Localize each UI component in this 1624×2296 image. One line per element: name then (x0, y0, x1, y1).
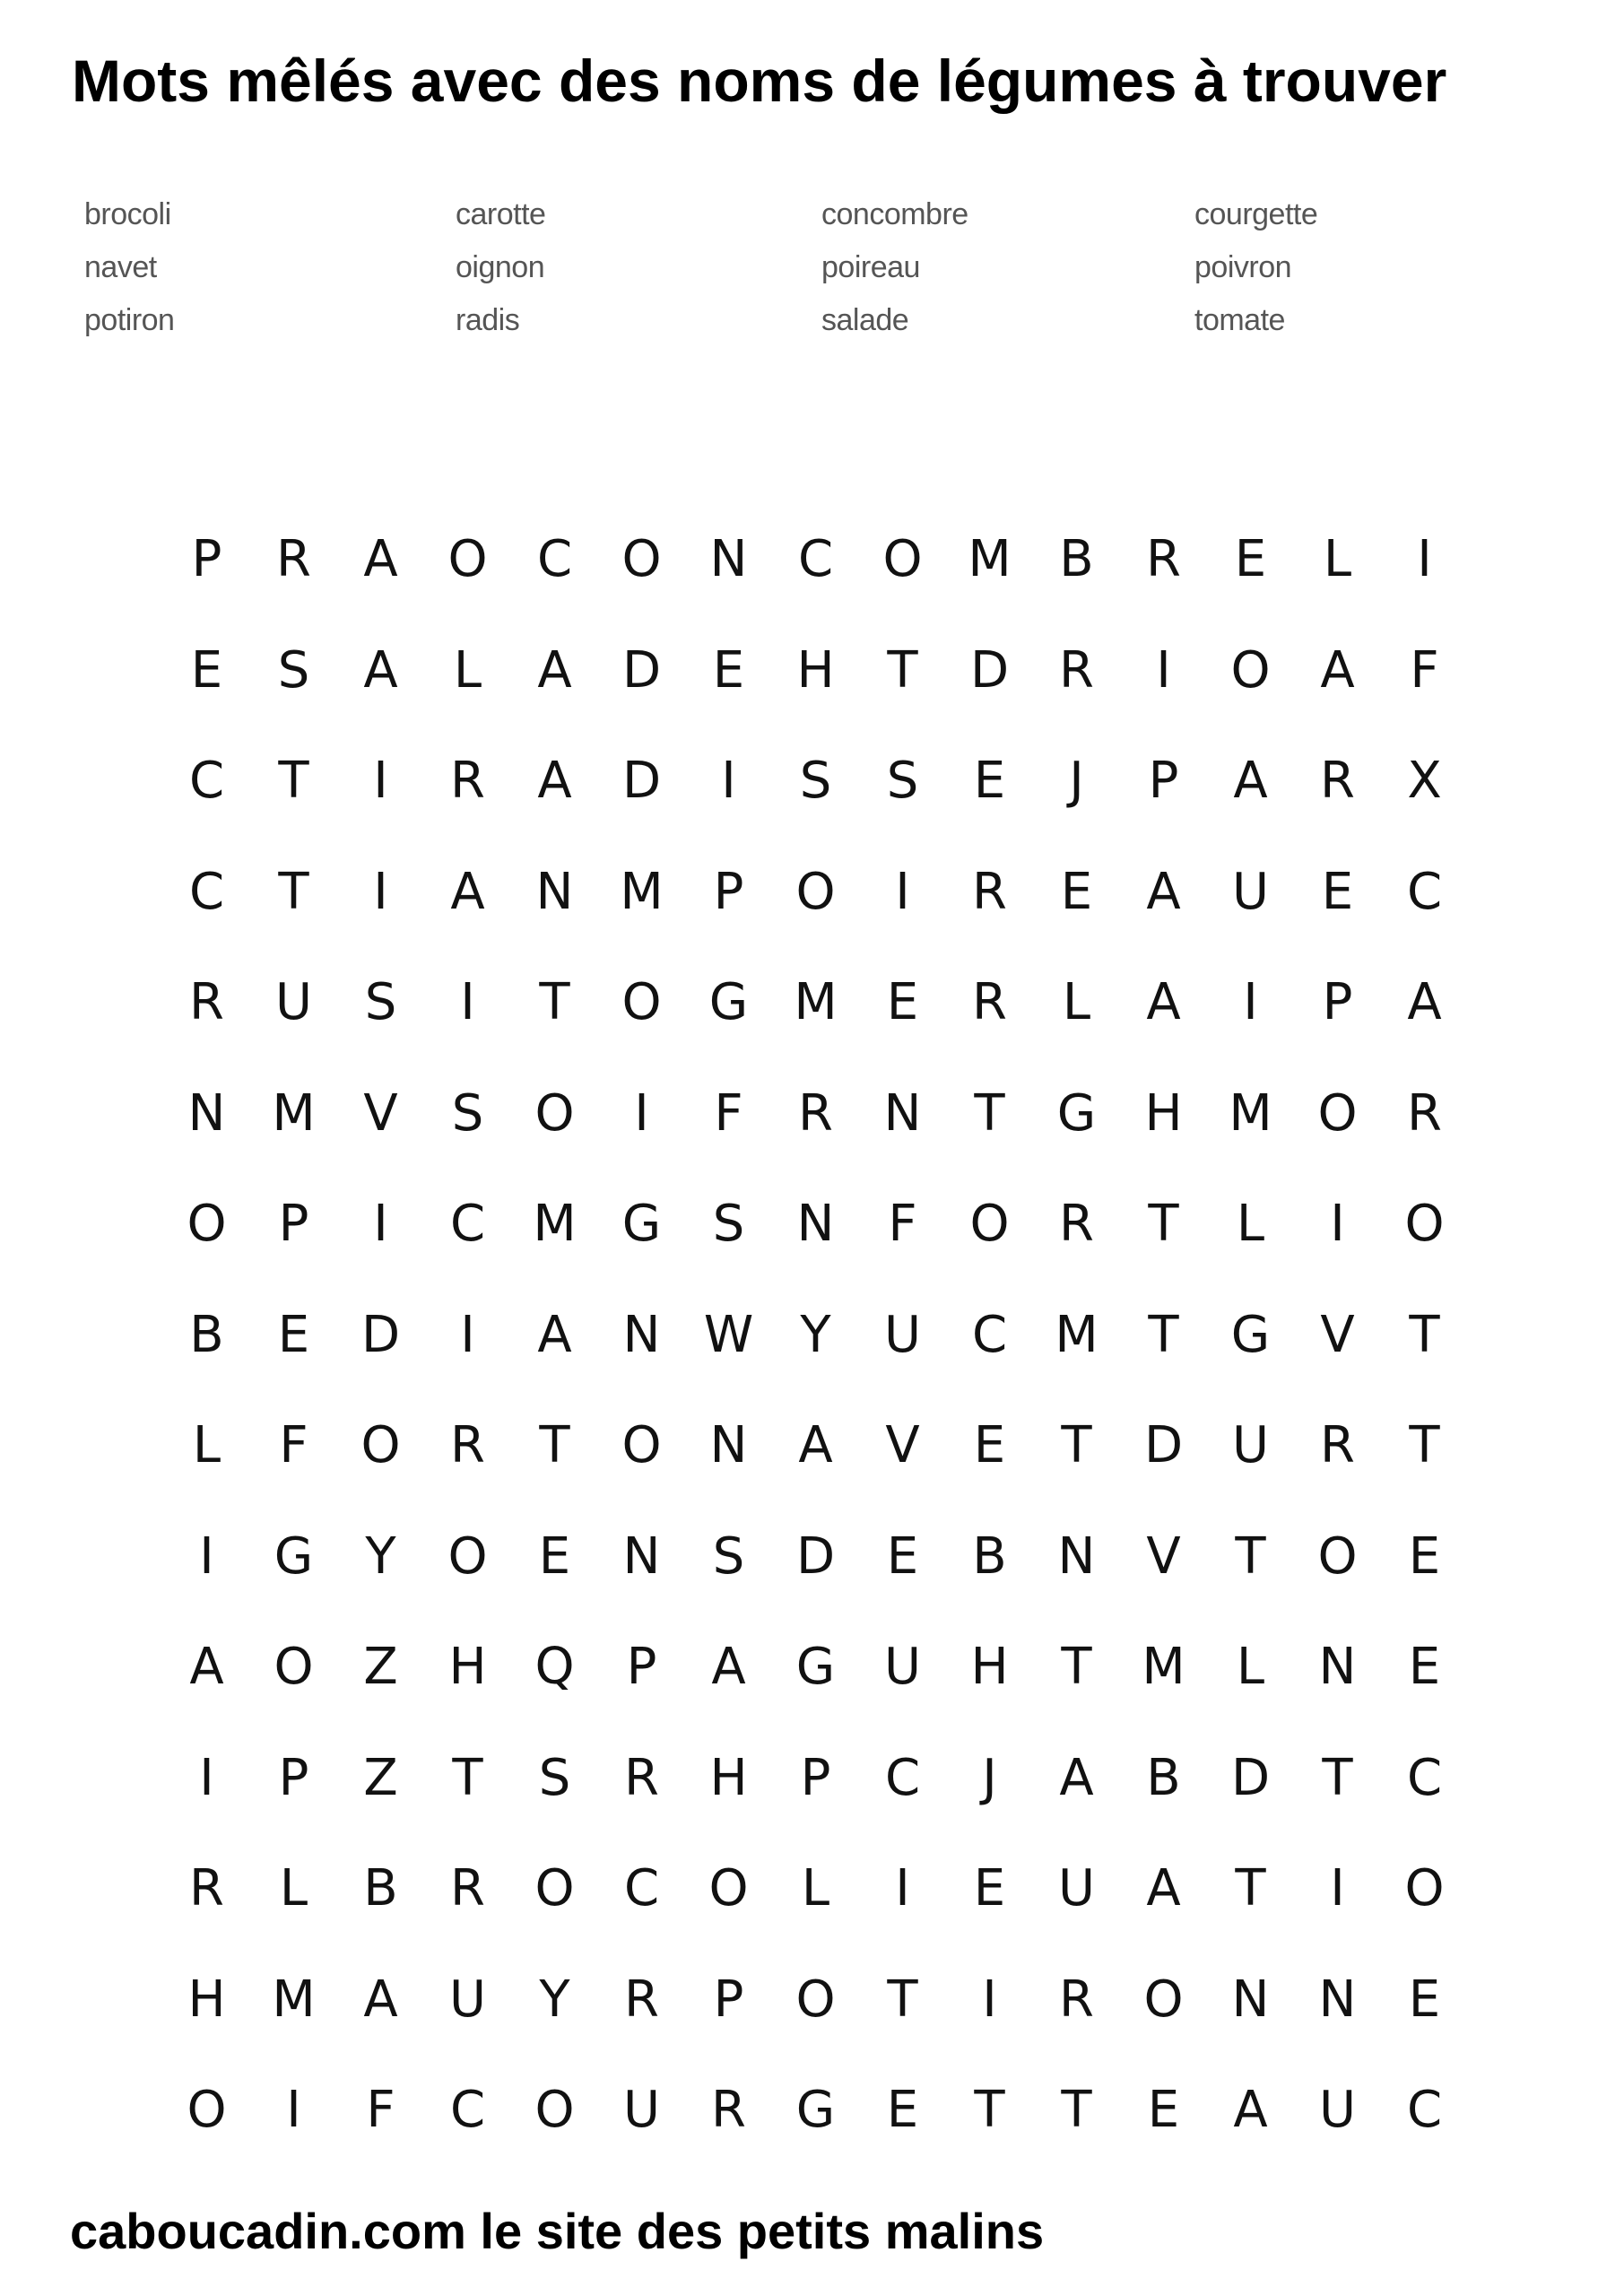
grid-letter: U (884, 1638, 921, 1696)
grid-letter: V (1320, 1305, 1355, 1364)
grid-letter: Z (363, 1638, 398, 1696)
word-list-item: carotte (456, 197, 546, 231)
grid-letter: A (1146, 973, 1181, 1031)
grid-letter: U (623, 2081, 660, 2139)
grid-letter: O (1404, 1859, 1445, 1918)
grid-letter: L (1323, 530, 1352, 588)
grid-letter: E (277, 1305, 310, 1364)
grid-letter: O (969, 1195, 1010, 1253)
word-list-item: poivron (1194, 250, 1292, 284)
grid-letter: N (883, 1083, 922, 1143)
grid-letter: T (1148, 1305, 1179, 1364)
word-list-item: courgette (1194, 197, 1318, 231)
grid-letter: C (449, 1195, 486, 1253)
grid-letter: E (538, 1526, 571, 1586)
footer-credit: caboucadin.com le site des petits malins (70, 2203, 1045, 2259)
grid-letter: D (1230, 1748, 1271, 1807)
grid-letter: S (799, 752, 832, 810)
grid-letter: A (1146, 1859, 1181, 1918)
word-list-item: radis (456, 303, 520, 337)
grid-letter: G (708, 973, 749, 1031)
grid-letter: E (1408, 1638, 1441, 1696)
grid-letter: U (1232, 1416, 1269, 1474)
grid-letter: V (885, 1416, 920, 1474)
grid-letter: O (274, 1638, 314, 1696)
grid-letter: E (886, 973, 919, 1031)
grid-letter: T (1235, 1859, 1266, 1918)
grid-letter: A (189, 1638, 224, 1696)
grid-letter: O (795, 862, 836, 921)
grid-letter: A (363, 640, 398, 700)
grid-letter: A (363, 1970, 398, 2029)
word-list-item: poireau (821, 250, 920, 284)
grid-letter: R (450, 1416, 485, 1474)
grid-letter: Z (363, 1748, 398, 1807)
grid-letter: G (795, 1638, 836, 1696)
grid-letter: A (1407, 973, 1442, 1031)
grid-letter: P (800, 1748, 831, 1807)
grid-letter: R (972, 973, 1007, 1031)
grid-letter: H (796, 640, 835, 700)
grid-letter: N (1231, 1970, 1270, 2029)
grid-letter: O (1143, 1970, 1184, 2029)
grid-letter: Q (534, 1638, 575, 1696)
grid-letter: N (622, 1305, 661, 1364)
grid-letter: P (626, 1638, 657, 1696)
grid-letter: J (982, 1748, 997, 1807)
grid-letter: M (620, 862, 664, 921)
grid-letter: R (624, 1748, 659, 1807)
grid-letter: M (968, 530, 1012, 588)
grid-letter: B (1059, 530, 1094, 588)
grid-letter: M (533, 1195, 577, 1253)
grid-letter: E (886, 2081, 919, 2139)
grid-letter: F (279, 1416, 308, 1474)
grid-letter: S (712, 1195, 745, 1253)
word-list-item: brocoli (84, 197, 171, 231)
word-list-item: concombre (821, 197, 968, 231)
grid-letter: N (1318, 1970, 1357, 2029)
grid-letter: H (709, 1748, 748, 1807)
grid-letter: N (1057, 1526, 1096, 1586)
grid-letter: T (1409, 1305, 1440, 1364)
grid-letter: C (188, 752, 225, 810)
grid-letter: R (972, 862, 1007, 921)
grid-letter: R (276, 530, 311, 588)
grid-letter: A (1233, 752, 1268, 810)
page-title: Mots mêlés avec des noms de légumes à trouver (72, 48, 1447, 114)
grid-letter: S (277, 640, 310, 700)
grid-letter: I (1417, 530, 1432, 588)
grid-letter: L (1236, 1195, 1265, 1253)
grid-letter: I (895, 1859, 910, 1918)
grid-letter: T (1235, 1526, 1266, 1586)
grid-letter: M (1055, 1305, 1099, 1364)
grid-letter: O (1404, 1195, 1445, 1253)
grid-letter: A (798, 1416, 833, 1474)
grid-letter: E (886, 1526, 919, 1586)
grid-letter: O (621, 530, 662, 588)
grid-letter: L (279, 1859, 308, 1918)
grid-letter: O (1230, 640, 1271, 700)
grid-letter: G (795, 2081, 836, 2139)
grid-letter: V (1146, 1526, 1181, 1586)
grid-letter: A (1059, 1748, 1094, 1807)
grid-letter: S (712, 1526, 745, 1586)
grid-letter: G (1230, 1305, 1271, 1364)
grid-letter: D (1143, 1416, 1184, 1474)
grid-letter: O (534, 2081, 575, 2139)
grid-letter: I (634, 1083, 649, 1143)
grid-letter: A (537, 1305, 572, 1364)
grid-letter: O (882, 530, 923, 588)
grid-letter: P (278, 1195, 309, 1253)
grid-letter: N (709, 530, 748, 588)
grid-letter: H (970, 1638, 1009, 1696)
grid-letter: I (982, 1970, 997, 2029)
grid-letter: C (449, 2081, 486, 2139)
grid-letter: H (1144, 1083, 1183, 1143)
grid-letter: N (1318, 1638, 1357, 1696)
grid-letter: C (623, 1859, 660, 1918)
grid-letter: T (974, 1083, 1005, 1143)
grid-letter: L (1236, 1638, 1265, 1696)
grid-letter: C (884, 1748, 921, 1807)
grid-letter: Y (365, 1526, 396, 1586)
grid-letter: R (1059, 1970, 1094, 2029)
word-list (84, 188, 1483, 347)
grid-letter: A (363, 530, 398, 588)
grid-letter: P (278, 1748, 309, 1807)
grid-letter: T (1061, 1638, 1092, 1696)
grid-letter: U (449, 1970, 486, 2029)
grid-letter: R (1407, 1083, 1442, 1143)
grid-letter: G (621, 1195, 662, 1253)
grid-letter: G (274, 1526, 314, 1586)
grid-letter: O (187, 2081, 227, 2139)
grid-letter: E (190, 640, 223, 700)
grid-letter: I (1243, 973, 1258, 1031)
grid-letter: M (272, 1083, 316, 1143)
word-list-item: navet (84, 250, 157, 284)
grid-letter: C (188, 862, 225, 921)
grid-letter: I (1330, 1859, 1345, 1918)
grid-letter: O (795, 1970, 836, 2029)
grid-letter: Y (539, 1970, 570, 2029)
grid-letter: I (1330, 1195, 1345, 1253)
grid-letter: T (1148, 1195, 1179, 1253)
grid-letter: B (972, 1526, 1007, 1586)
grid-letter: S (538, 1748, 571, 1807)
grid-letter: T (887, 640, 918, 700)
grid-letter: A (1233, 2081, 1268, 2139)
grid-letter: C (536, 530, 573, 588)
grid-letter: M (1142, 1638, 1185, 1696)
grid-letter: E (973, 752, 1006, 810)
grid-letter: O (534, 1083, 575, 1143)
grid-letter: O (447, 530, 488, 588)
grid-letter: C (971, 1305, 1008, 1364)
grid-letter: J (1069, 752, 1084, 810)
grid-letter: O (708, 1859, 749, 1918)
grid-letter: T (278, 752, 309, 810)
grid-letter: I (286, 2081, 301, 2139)
grid-letter: G (1056, 1083, 1097, 1143)
grid-letter: I (199, 1748, 214, 1807)
grid-letter: T (1061, 1416, 1092, 1474)
grid-letter: R (189, 1859, 224, 1918)
grid-letter: I (895, 862, 910, 921)
grid-letter: T (539, 1416, 570, 1474)
grid-letter: I (373, 1195, 388, 1253)
grid-letter: O (360, 1416, 401, 1474)
grid-letter: E (973, 1416, 1006, 1474)
grid-letter: O (1317, 1083, 1358, 1143)
grid-letter: F (714, 1083, 743, 1143)
grid-letter: I (199, 1526, 214, 1586)
grid-letter: V (363, 1083, 398, 1143)
grid-letter: R (798, 1083, 833, 1143)
word-list-item: potiron (84, 303, 175, 337)
grid-letter: P (713, 862, 744, 921)
grid-letter: U (275, 973, 312, 1031)
grid-letter: N (187, 1083, 226, 1143)
grid-letter: P (191, 530, 222, 588)
grid-letter: H (187, 1970, 226, 2029)
grid-letter: N (622, 1526, 661, 1586)
grid-letter: S (364, 973, 397, 1031)
grid-letter: R (189, 973, 224, 1031)
grid-letter: L (453, 640, 482, 700)
grid-letter: A (537, 752, 572, 810)
grid-letter: S (886, 752, 919, 810)
grid-letter: U (1058, 1859, 1095, 1918)
grid-letter: C (1406, 1748, 1443, 1807)
word-list-item: tomate (1194, 303, 1285, 337)
grid-letter: E (1408, 1526, 1441, 1586)
grid-letter: M (1229, 1083, 1272, 1143)
grid-letter: I (373, 862, 388, 921)
grid-letter: D (969, 640, 1010, 700)
grid-letter: C (1406, 2081, 1443, 2139)
letter-grid (163, 530, 1468, 2192)
grid-letter: N (709, 1416, 748, 1474)
grid-letter: O (621, 973, 662, 1031)
grid-letter: F (888, 1195, 917, 1253)
grid-letter: T (887, 1970, 918, 2029)
grid-letter: M (272, 1970, 316, 2029)
grid-letter: A (1146, 862, 1181, 921)
grid-letter: F (366, 2081, 395, 2139)
grid-letter: D (795, 1526, 836, 1586)
grid-letter: R (450, 752, 485, 810)
grid-letter: N (535, 862, 574, 921)
grid-letter: E (1321, 862, 1354, 921)
grid-letter: O (447, 1526, 488, 1586)
grid-letter: R (1320, 1416, 1355, 1474)
grid-letter: A (1320, 640, 1355, 700)
grid-letter: T (1061, 2081, 1092, 2139)
grid-letter: T (1322, 1748, 1353, 1807)
grid-letter: P (1148, 752, 1179, 810)
grid-letter: F (1410, 640, 1439, 700)
grid-letter: H (448, 1638, 487, 1696)
grid-letter: R (1059, 640, 1094, 700)
grid-letter: D (621, 640, 662, 700)
grid-letter: X (1407, 752, 1442, 810)
grid-letter: E (1147, 2081, 1180, 2139)
grid-letter: L (801, 1859, 830, 1918)
word-list-item: salade (821, 303, 909, 337)
grid-letter: T (539, 973, 570, 1031)
grid-letter: B (1146, 1748, 1181, 1807)
grid-letter: C (1406, 862, 1443, 921)
grid-letter: O (187, 1195, 227, 1253)
grid-letter: E (712, 640, 745, 700)
grid-letter: P (713, 1970, 744, 2029)
grid-letter: U (1232, 862, 1269, 921)
grid-letter: Y (800, 1305, 831, 1364)
grid-letter: L (1062, 973, 1091, 1031)
grid-letter: R (450, 1859, 485, 1918)
grid-letter: W (703, 1305, 754, 1364)
grid-letter: M (794, 973, 838, 1031)
grid-letter: A (450, 862, 485, 921)
grid-letter: L (192, 1416, 221, 1474)
grid-letter: I (460, 1305, 475, 1364)
grid-letter: R (1320, 752, 1355, 810)
grid-letter: A (537, 640, 572, 700)
grid-letter: O (1317, 1526, 1358, 1586)
grid-letter: R (1146, 530, 1181, 588)
grid-letter: B (189, 1305, 224, 1364)
grid-letter: N (796, 1195, 835, 1253)
word-list-item: oignon (456, 250, 545, 284)
grid-letter: T (278, 862, 309, 921)
grid-letter: B (363, 1859, 398, 1918)
grid-letter: D (621, 752, 662, 810)
grid-letter: U (884, 1305, 921, 1364)
grid-letter: O (621, 1416, 662, 1474)
grid-letter: R (624, 1970, 659, 2029)
grid-letter: A (711, 1638, 746, 1696)
grid-letter: I (721, 752, 736, 810)
grid-letter: I (460, 973, 475, 1031)
grid-letter: T (974, 2081, 1005, 2139)
grid-letter: T (1409, 1416, 1440, 1474)
grid-letter: E (973, 1859, 1006, 1918)
grid-letter: E (1408, 1970, 1441, 2029)
grid-letter: E (1234, 530, 1267, 588)
grid-letter: I (1156, 640, 1171, 700)
grid-letter: D (360, 1305, 401, 1364)
grid-letter: P (1322, 973, 1353, 1031)
grid-letter: I (373, 752, 388, 810)
grid-letter: R (1059, 1195, 1094, 1253)
grid-letter: C (797, 530, 834, 588)
grid-letter: S (451, 1083, 484, 1143)
grid-letter: E (1060, 862, 1093, 921)
grid-letter: R (711, 2081, 746, 2139)
grid-letter: U (1319, 2081, 1356, 2139)
grid-letter: O (534, 1859, 575, 1918)
grid-letter: T (452, 1748, 483, 1807)
